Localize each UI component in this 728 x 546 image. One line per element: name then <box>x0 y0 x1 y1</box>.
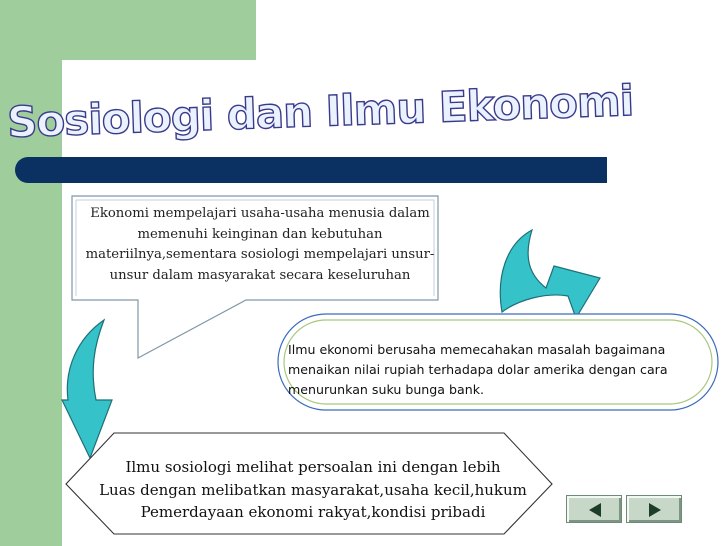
next-slide-button[interactable] <box>626 495 682 523</box>
oval-line: Ilmu ekonomi berusaha memecahakan masalah bagaimana <box>288 342 666 357</box>
hexagon-text <box>92 456 534 524</box>
oval-line: menaikan nilai rupiah terhadapa dolar amerika dengan cara <box>288 362 668 377</box>
oval-line: menurunkan suku bunga bank. <box>288 382 484 397</box>
callout-line: Ekonomi mempelajari usaha-usaha menusia dalam <box>90 206 430 221</box>
callout-line: unsur dalam masyarakat secara keseluruhan <box>109 267 411 283</box>
slide-title-text: Sosiologi dan Ilmu Ekonomi <box>6 76 634 147</box>
callout-text <box>82 204 438 286</box>
callout-line: memenuhi keinginan dan kebutuhan <box>137 226 383 242</box>
slide-title <box>6 76 634 147</box>
triangle-left-icon <box>567 496 623 524</box>
hexagon-line: Ilmu sosiologi melihat persoalan ini dengan lebih <box>125 458 501 476</box>
triangle-right-icon <box>627 496 683 524</box>
hexagon-line: Luas dengan melibatkan masyarakat,usaha kecil,hukum <box>99 480 527 499</box>
previous-slide-button[interactable] <box>566 495 622 523</box>
callout-line: materiilnya,sementara sosiologi mempelajari unsur- <box>85 247 435 262</box>
curved-arrow-right <box>488 222 612 318</box>
hexagon-line: Pemerdayaan ekonomi rakyat,kondisi pribadi <box>140 503 486 521</box>
oval-text <box>288 340 698 400</box>
